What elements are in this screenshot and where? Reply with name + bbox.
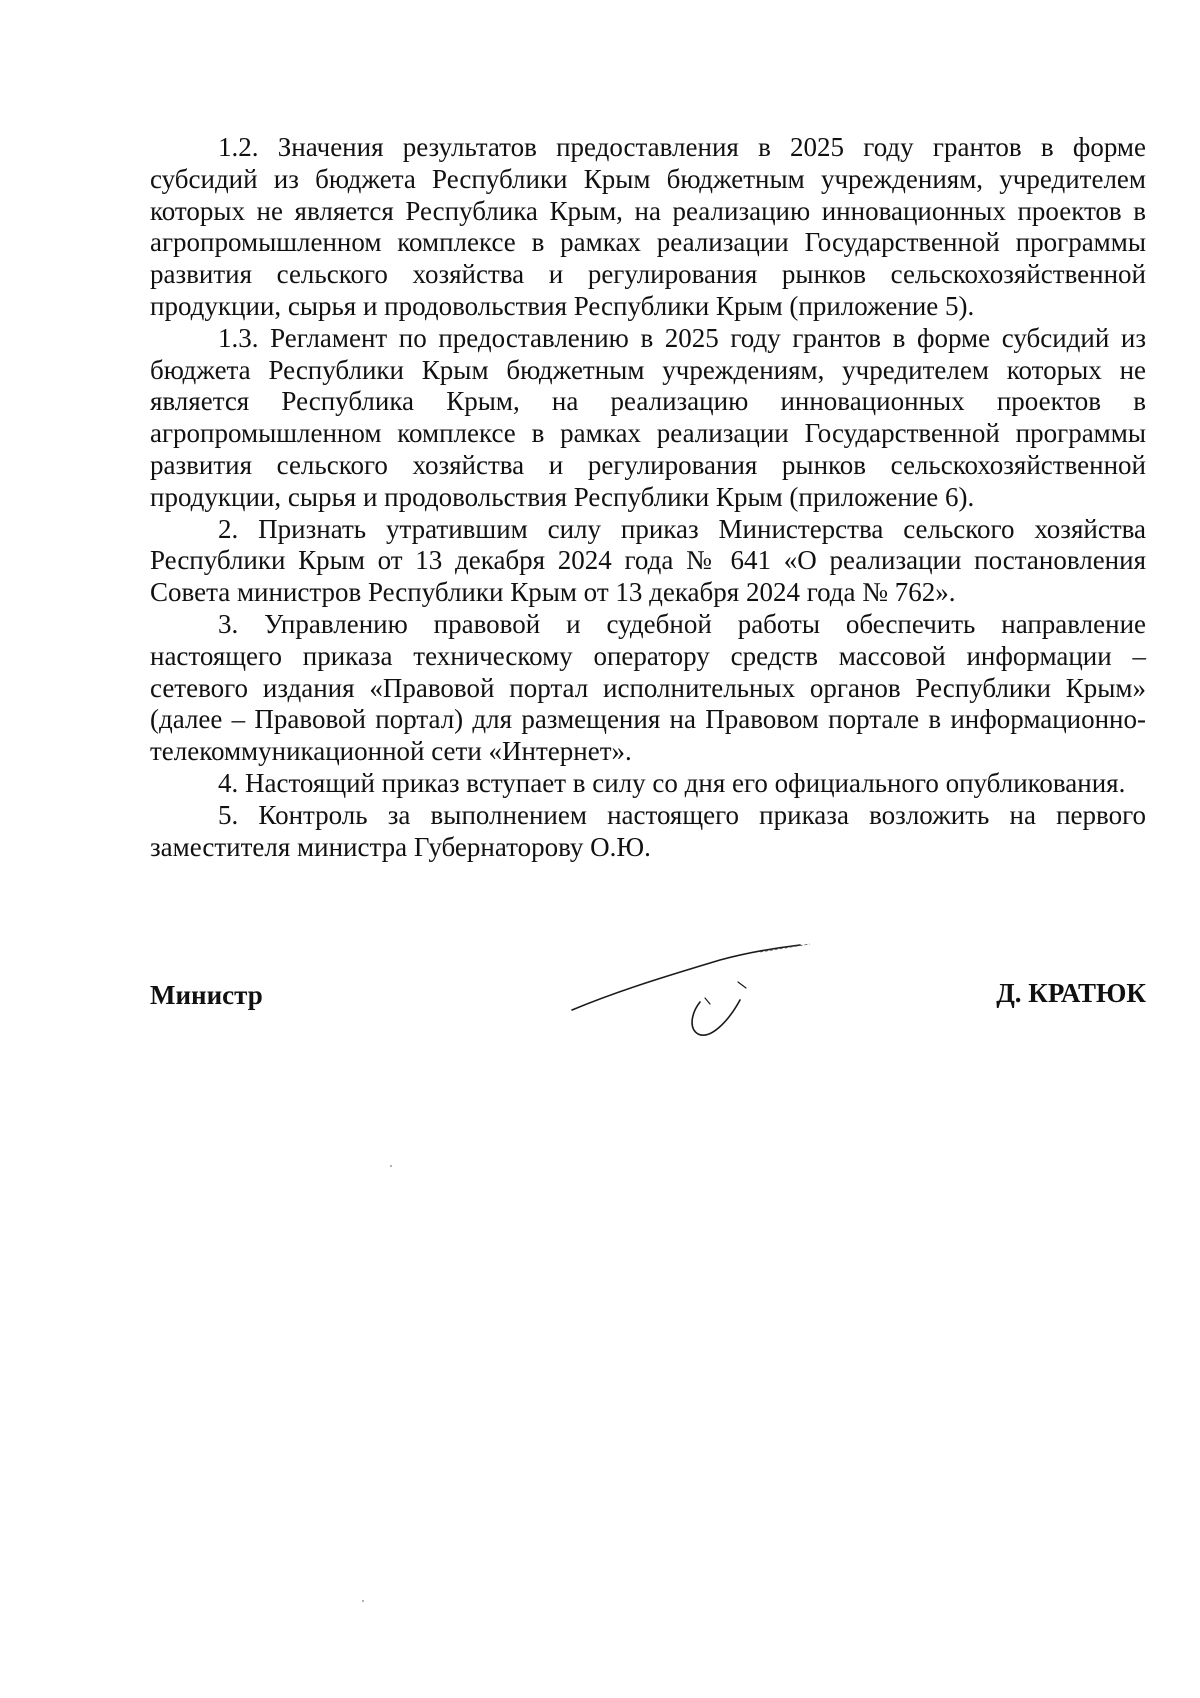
paragraph-2: 2. Признать утратившим силу приказ Министерства сельского хозяйства Республики Крым от 13 декабря 2024 года № 641 «О реализации постановления Совета министров Республики Крым от 13 декабря 2024 года № 762». xyxy=(150,513,1146,608)
paragraph-1-2: 1.2. Значения результатов предоставления в 2025 году грантов в форме субсидий из бюджета Республики Крым бюджетным учреждениям, учредителем которых не является Республика Крым, на реализацию инновационных проектов в агропромышленном комплексе в рамках реализации Государственной программы развития сельского хозяйства и регулирования рынков сельскохозяйственной продукции, сырья и продовольствия Республики Крым (приложение 5). xyxy=(150,132,1146,321)
document-body xyxy=(150,132,1146,863)
paragraph-1-3: 1.3. Регламент по предоставлению в 2025 году грантов в форме субсидий из бюджета Республики Крым бюджетным учреждениям, учредителем которых не является Республика Крым, на реализацию инновационных проектов в агропромышленном комплексе в рамках реализации Государственной программы развития сельского хозяйства и регулирования рынков сельскохозяйственной продукции, сырья и продовольствия Республики Крым (приложение 6). xyxy=(150,322,1146,512)
paragraph-5: 5. Контроль за выполнением настоящего приказа возложить на первого заместителя министра Губернаторову О.Ю. xyxy=(150,799,1146,862)
paragraph-3: 3. Управлению правовой и судебной работы обеспечить направление настоящего приказа техническому оператору средств массовой информации – сетевого издания «Правовой портал исполнительных органов Республики Крым» (далее – Правовой портал) для размещения на Правовом портале в информационно-телекоммуникационной сети «Интернет». xyxy=(150,608,1146,767)
signature-block xyxy=(150,970,1146,1100)
handwritten-signature xyxy=(560,930,820,1050)
signatory-name: Д. КРАТЮК xyxy=(996,978,1146,1008)
scan-speck xyxy=(362,1600,364,1602)
paragraph-4: 4. Настоящий приказ вступает в силу со дня его официального опубликования. xyxy=(218,767,1126,798)
scan-speck xyxy=(390,1165,392,1167)
signatory-title: Министр xyxy=(150,980,263,1010)
